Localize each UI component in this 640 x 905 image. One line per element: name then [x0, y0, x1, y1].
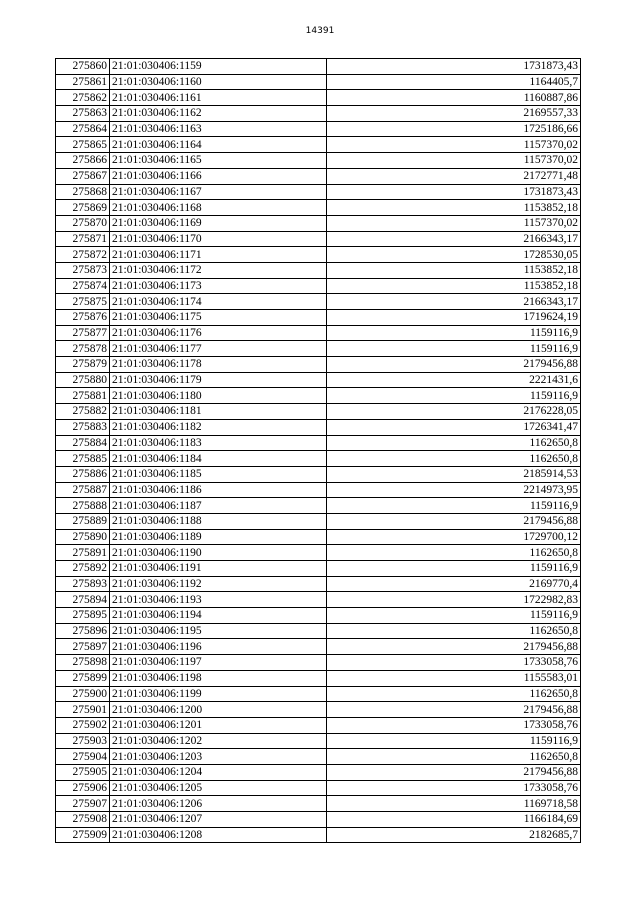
row-number-cell: 275896	[56, 623, 110, 639]
row-number-cell: 275909	[56, 827, 110, 843]
row-number-cell: 275875	[56, 294, 110, 310]
row-number-cell: 275902	[56, 717, 110, 733]
cadastral-number-cell: 21:01:030406:1179	[110, 372, 327, 388]
cadastral-number-cell: 21:01:030406:1174	[110, 294, 327, 310]
row-number-cell: 275879	[56, 357, 110, 373]
cadastral-value-cell: 1159116,9	[327, 608, 581, 624]
row-number-cell: 275883	[56, 419, 110, 435]
cadastral-number-cell: 21:01:030406:1178	[110, 357, 327, 373]
cadastral-number-cell: 21:01:030406:1182	[110, 419, 327, 435]
cadastral-value-cell: 1729700,12	[327, 529, 581, 545]
cadastral-value-cell: 2169557,33	[327, 106, 581, 122]
cadastral-value-cell: 1159116,9	[327, 325, 581, 341]
cadastral-number-cell: 21:01:030406:1166	[110, 168, 327, 184]
cadastral-value-cell: 2179456,88	[327, 513, 581, 529]
table-row	[56, 796, 581, 812]
table-row	[56, 388, 581, 404]
row-number-cell: 275867	[56, 168, 110, 184]
row-number-cell: 275894	[56, 592, 110, 608]
table-row	[56, 749, 581, 765]
row-number-cell: 275904	[56, 749, 110, 765]
table-row	[56, 106, 581, 122]
cadastral-value-cell: 2176228,05	[327, 404, 581, 420]
cadastral-number-cell: 21:01:030406:1171	[110, 247, 327, 263]
cadastral-number-cell: 21:01:030406:1195	[110, 623, 327, 639]
row-number-cell: 275900	[56, 686, 110, 702]
cadastral-value-cell: 2166343,17	[327, 231, 581, 247]
row-number-cell: 275871	[56, 231, 110, 247]
cadastral-number-cell: 21:01:030406:1199	[110, 686, 327, 702]
table-row	[56, 513, 581, 529]
cadastral-value-cell: 1731873,43	[327, 184, 581, 200]
table-row	[56, 59, 581, 75]
row-number-cell: 275905	[56, 764, 110, 780]
row-number-cell: 275892	[56, 561, 110, 577]
cadastral-value-cell: 1162650,8	[327, 451, 581, 467]
cadastral-value-cell: 1733058,76	[327, 717, 581, 733]
table-body	[56, 59, 581, 843]
table-row	[56, 215, 581, 231]
table-row	[56, 357, 581, 373]
table-row	[56, 592, 581, 608]
row-number-cell: 275876	[56, 310, 110, 326]
cadastral-number-cell: 21:01:030406:1162	[110, 106, 327, 122]
table-row	[56, 827, 581, 843]
cadastral-value-cell: 2166343,17	[327, 294, 581, 310]
table-row	[56, 466, 581, 482]
cadastral-number-cell: 21:01:030406:1180	[110, 388, 327, 404]
row-number-cell: 275887	[56, 482, 110, 498]
row-number-cell: 275869	[56, 200, 110, 216]
table-row	[56, 262, 581, 278]
cadastral-number-cell: 21:01:030406:1201	[110, 717, 327, 733]
table-row	[56, 764, 581, 780]
table-row	[56, 137, 581, 153]
cadastral-value-cell: 1155583,01	[327, 670, 581, 686]
cadastral-value-cell: 1719624,19	[327, 310, 581, 326]
row-number-cell: 275860	[56, 59, 110, 75]
row-number-cell: 275877	[56, 325, 110, 341]
row-number-cell: 275893	[56, 576, 110, 592]
row-number-cell: 275880	[56, 372, 110, 388]
row-number-cell: 275874	[56, 278, 110, 294]
cadastral-number-cell: 21:01:030406:1163	[110, 121, 327, 137]
cadastral-value-cell: 1157370,02	[327, 137, 581, 153]
cadastral-number-cell: 21:01:030406:1184	[110, 451, 327, 467]
cadastral-value-cell: 1162650,8	[327, 686, 581, 702]
cadastral-value-table	[55, 58, 581, 843]
cadastral-value-cell: 1162650,8	[327, 435, 581, 451]
cadastral-value-cell: 1159116,9	[327, 561, 581, 577]
cadastral-number-cell: 21:01:030406:1200	[110, 702, 327, 718]
row-number-cell: 275873	[56, 262, 110, 278]
table-row	[56, 639, 581, 655]
table-row	[56, 404, 581, 420]
table-row	[56, 372, 581, 388]
cadastral-value-cell: 1159116,9	[327, 388, 581, 404]
cadastral-value-cell: 1728530,05	[327, 247, 581, 263]
table-row	[56, 278, 581, 294]
cadastral-number-cell: 21:01:030406:1175	[110, 310, 327, 326]
table-row	[56, 717, 581, 733]
cadastral-number-cell: 21:01:030406:1169	[110, 215, 327, 231]
table-row	[56, 498, 581, 514]
cadastral-value-cell: 2221431,6	[327, 372, 581, 388]
table-row	[56, 341, 581, 357]
row-number-cell: 275870	[56, 215, 110, 231]
cadastral-number-cell: 21:01:030406:1192	[110, 576, 327, 592]
cadastral-number-cell: 21:01:030406:1181	[110, 404, 327, 420]
table-row	[56, 529, 581, 545]
table-row	[56, 812, 581, 828]
table-row	[56, 153, 581, 169]
cadastral-value-cell: 1733058,76	[327, 655, 581, 671]
row-number-cell: 275908	[56, 812, 110, 828]
row-number-cell: 275891	[56, 545, 110, 561]
table-row	[56, 561, 581, 577]
cadastral-number-cell: 21:01:030406:1188	[110, 513, 327, 529]
row-number-cell: 275895	[56, 608, 110, 624]
cadastral-number-cell: 21:01:030406:1206	[110, 796, 327, 812]
cadastral-number-cell: 21:01:030406:1204	[110, 764, 327, 780]
cadastral-number-cell: 21:01:030406:1197	[110, 655, 327, 671]
cadastral-number-cell: 21:01:030406:1205	[110, 780, 327, 796]
cadastral-value-cell: 1159116,9	[327, 498, 581, 514]
row-number-cell: 275890	[56, 529, 110, 545]
row-number-cell: 275872	[56, 247, 110, 263]
cadastral-value-cell: 1722982,83	[327, 592, 581, 608]
row-number-cell: 275885	[56, 451, 110, 467]
row-number-cell: 275886	[56, 466, 110, 482]
cadastral-value-cell: 2185914,53	[327, 466, 581, 482]
cadastral-number-cell: 21:01:030406:1198	[110, 670, 327, 686]
row-number-cell: 275901	[56, 702, 110, 718]
row-number-cell: 275899	[56, 670, 110, 686]
cadastral-value-cell: 1164405,7	[327, 74, 581, 90]
cadastral-number-cell: 21:01:030406:1191	[110, 561, 327, 577]
row-number-cell: 275878	[56, 341, 110, 357]
table-row	[56, 702, 581, 718]
cadastral-value-cell: 1153852,18	[327, 278, 581, 294]
table-row	[56, 608, 581, 624]
cadastral-value-cell: 1162650,8	[327, 623, 581, 639]
cadastral-number-cell: 21:01:030406:1172	[110, 262, 327, 278]
table-row	[56, 670, 581, 686]
cadastral-value-cell: 2214973,95	[327, 482, 581, 498]
cadastral-number-cell: 21:01:030406:1168	[110, 200, 327, 216]
row-number-cell: 275865	[56, 137, 110, 153]
table-row	[56, 545, 581, 561]
table-row	[56, 576, 581, 592]
table-row	[56, 686, 581, 702]
row-number-cell: 275861	[56, 74, 110, 90]
table-row	[56, 482, 581, 498]
row-number-cell: 275864	[56, 121, 110, 137]
cadastral-value-cell: 2172771,48	[327, 168, 581, 184]
table-row	[56, 200, 581, 216]
table-row	[56, 121, 581, 137]
row-number-cell: 275889	[56, 513, 110, 529]
table-row	[56, 780, 581, 796]
table-row	[56, 623, 581, 639]
row-number-cell: 275882	[56, 404, 110, 420]
cadastral-value-cell: 1169718,58	[327, 796, 581, 812]
row-number-cell: 275906	[56, 780, 110, 796]
cadastral-value-cell: 1726341,47	[327, 419, 581, 435]
row-number-cell: 275903	[56, 733, 110, 749]
cadastral-value-cell: 2179456,88	[327, 702, 581, 718]
table-row	[56, 325, 581, 341]
cadastral-number-cell: 21:01:030406:1176	[110, 325, 327, 341]
cadastral-number-cell: 21:01:030406:1177	[110, 341, 327, 357]
cadastral-value-cell: 1153852,18	[327, 200, 581, 216]
row-number-cell: 275866	[56, 153, 110, 169]
cadastral-number-cell: 21:01:030406:1196	[110, 639, 327, 655]
cadastral-value-cell: 1159116,9	[327, 341, 581, 357]
table-row	[56, 294, 581, 310]
cadastral-value-cell: 1731873,43	[327, 59, 581, 75]
table-row	[56, 247, 581, 263]
cadastral-number-cell: 21:01:030406:1173	[110, 278, 327, 294]
row-number-cell: 275884	[56, 435, 110, 451]
cadastral-number-cell: 21:01:030406:1208	[110, 827, 327, 843]
cadastral-value-cell: 1733058,76	[327, 780, 581, 796]
cadastral-number-cell: 21:01:030406:1160	[110, 74, 327, 90]
row-number-cell: 275863	[56, 106, 110, 122]
row-number-cell: 275868	[56, 184, 110, 200]
cadastral-number-cell: 21:01:030406:1203	[110, 749, 327, 765]
row-number-cell: 275888	[56, 498, 110, 514]
cadastral-value-cell: 2169770,4	[327, 576, 581, 592]
row-number-cell: 275907	[56, 796, 110, 812]
table-row	[56, 435, 581, 451]
row-number-cell: 275881	[56, 388, 110, 404]
cadastral-number-cell: 21:01:030406:1190	[110, 545, 327, 561]
page-number: 14391	[305, 26, 335, 36]
table-row	[56, 451, 581, 467]
cadastral-number-cell: 21:01:030406:1185	[110, 466, 327, 482]
cadastral-value-cell: 1160887,86	[327, 90, 581, 106]
cadastral-value-cell: 2179456,88	[327, 357, 581, 373]
cadastral-number-cell: 21:01:030406:1164	[110, 137, 327, 153]
table-row	[56, 90, 581, 106]
cadastral-value-cell: 1159116,9	[327, 733, 581, 749]
cadastral-number-cell: 21:01:030406:1186	[110, 482, 327, 498]
cadastral-number-cell: 21:01:030406:1165	[110, 153, 327, 169]
cadastral-value-cell: 2179456,88	[327, 639, 581, 655]
row-number-cell: 275862	[56, 90, 110, 106]
cadastral-value-cell: 2182685,7	[327, 827, 581, 843]
cadastral-number-cell: 21:01:030406:1207	[110, 812, 327, 828]
cadastral-value-cell: 1166184,69	[327, 812, 581, 828]
cadastral-number-cell: 21:01:030406:1183	[110, 435, 327, 451]
cadastral-value-cell: 1162650,8	[327, 545, 581, 561]
cadastral-number-cell: 21:01:030406:1170	[110, 231, 327, 247]
cadastral-number-cell: 21:01:030406:1159	[110, 59, 327, 75]
cadastral-number-cell: 21:01:030406:1193	[110, 592, 327, 608]
table-row	[56, 419, 581, 435]
cadastral-number-cell: 21:01:030406:1194	[110, 608, 327, 624]
cadastral-value-cell: 1157370,02	[327, 215, 581, 231]
table-row	[56, 655, 581, 671]
cadastral-value-cell: 1725186,66	[327, 121, 581, 137]
cadastral-value-cell: 1153852,18	[327, 262, 581, 278]
row-number-cell: 275897	[56, 639, 110, 655]
cadastral-number-cell: 21:01:030406:1167	[110, 184, 327, 200]
cadastral-value-cell: 1157370,02	[327, 153, 581, 169]
table-row	[56, 231, 581, 247]
cadastral-value-cell: 2179456,88	[327, 764, 581, 780]
row-number-cell: 275898	[56, 655, 110, 671]
table-row	[56, 184, 581, 200]
cadastral-number-cell: 21:01:030406:1202	[110, 733, 327, 749]
cadastral-value-cell: 1162650,8	[327, 749, 581, 765]
cadastral-number-cell: 21:01:030406:1187	[110, 498, 327, 514]
table-row	[56, 74, 581, 90]
cadastral-number-cell: 21:01:030406:1189	[110, 529, 327, 545]
table-row	[56, 310, 581, 326]
table-row	[56, 733, 581, 749]
cadastral-number-cell: 21:01:030406:1161	[110, 90, 327, 106]
table-row	[56, 168, 581, 184]
